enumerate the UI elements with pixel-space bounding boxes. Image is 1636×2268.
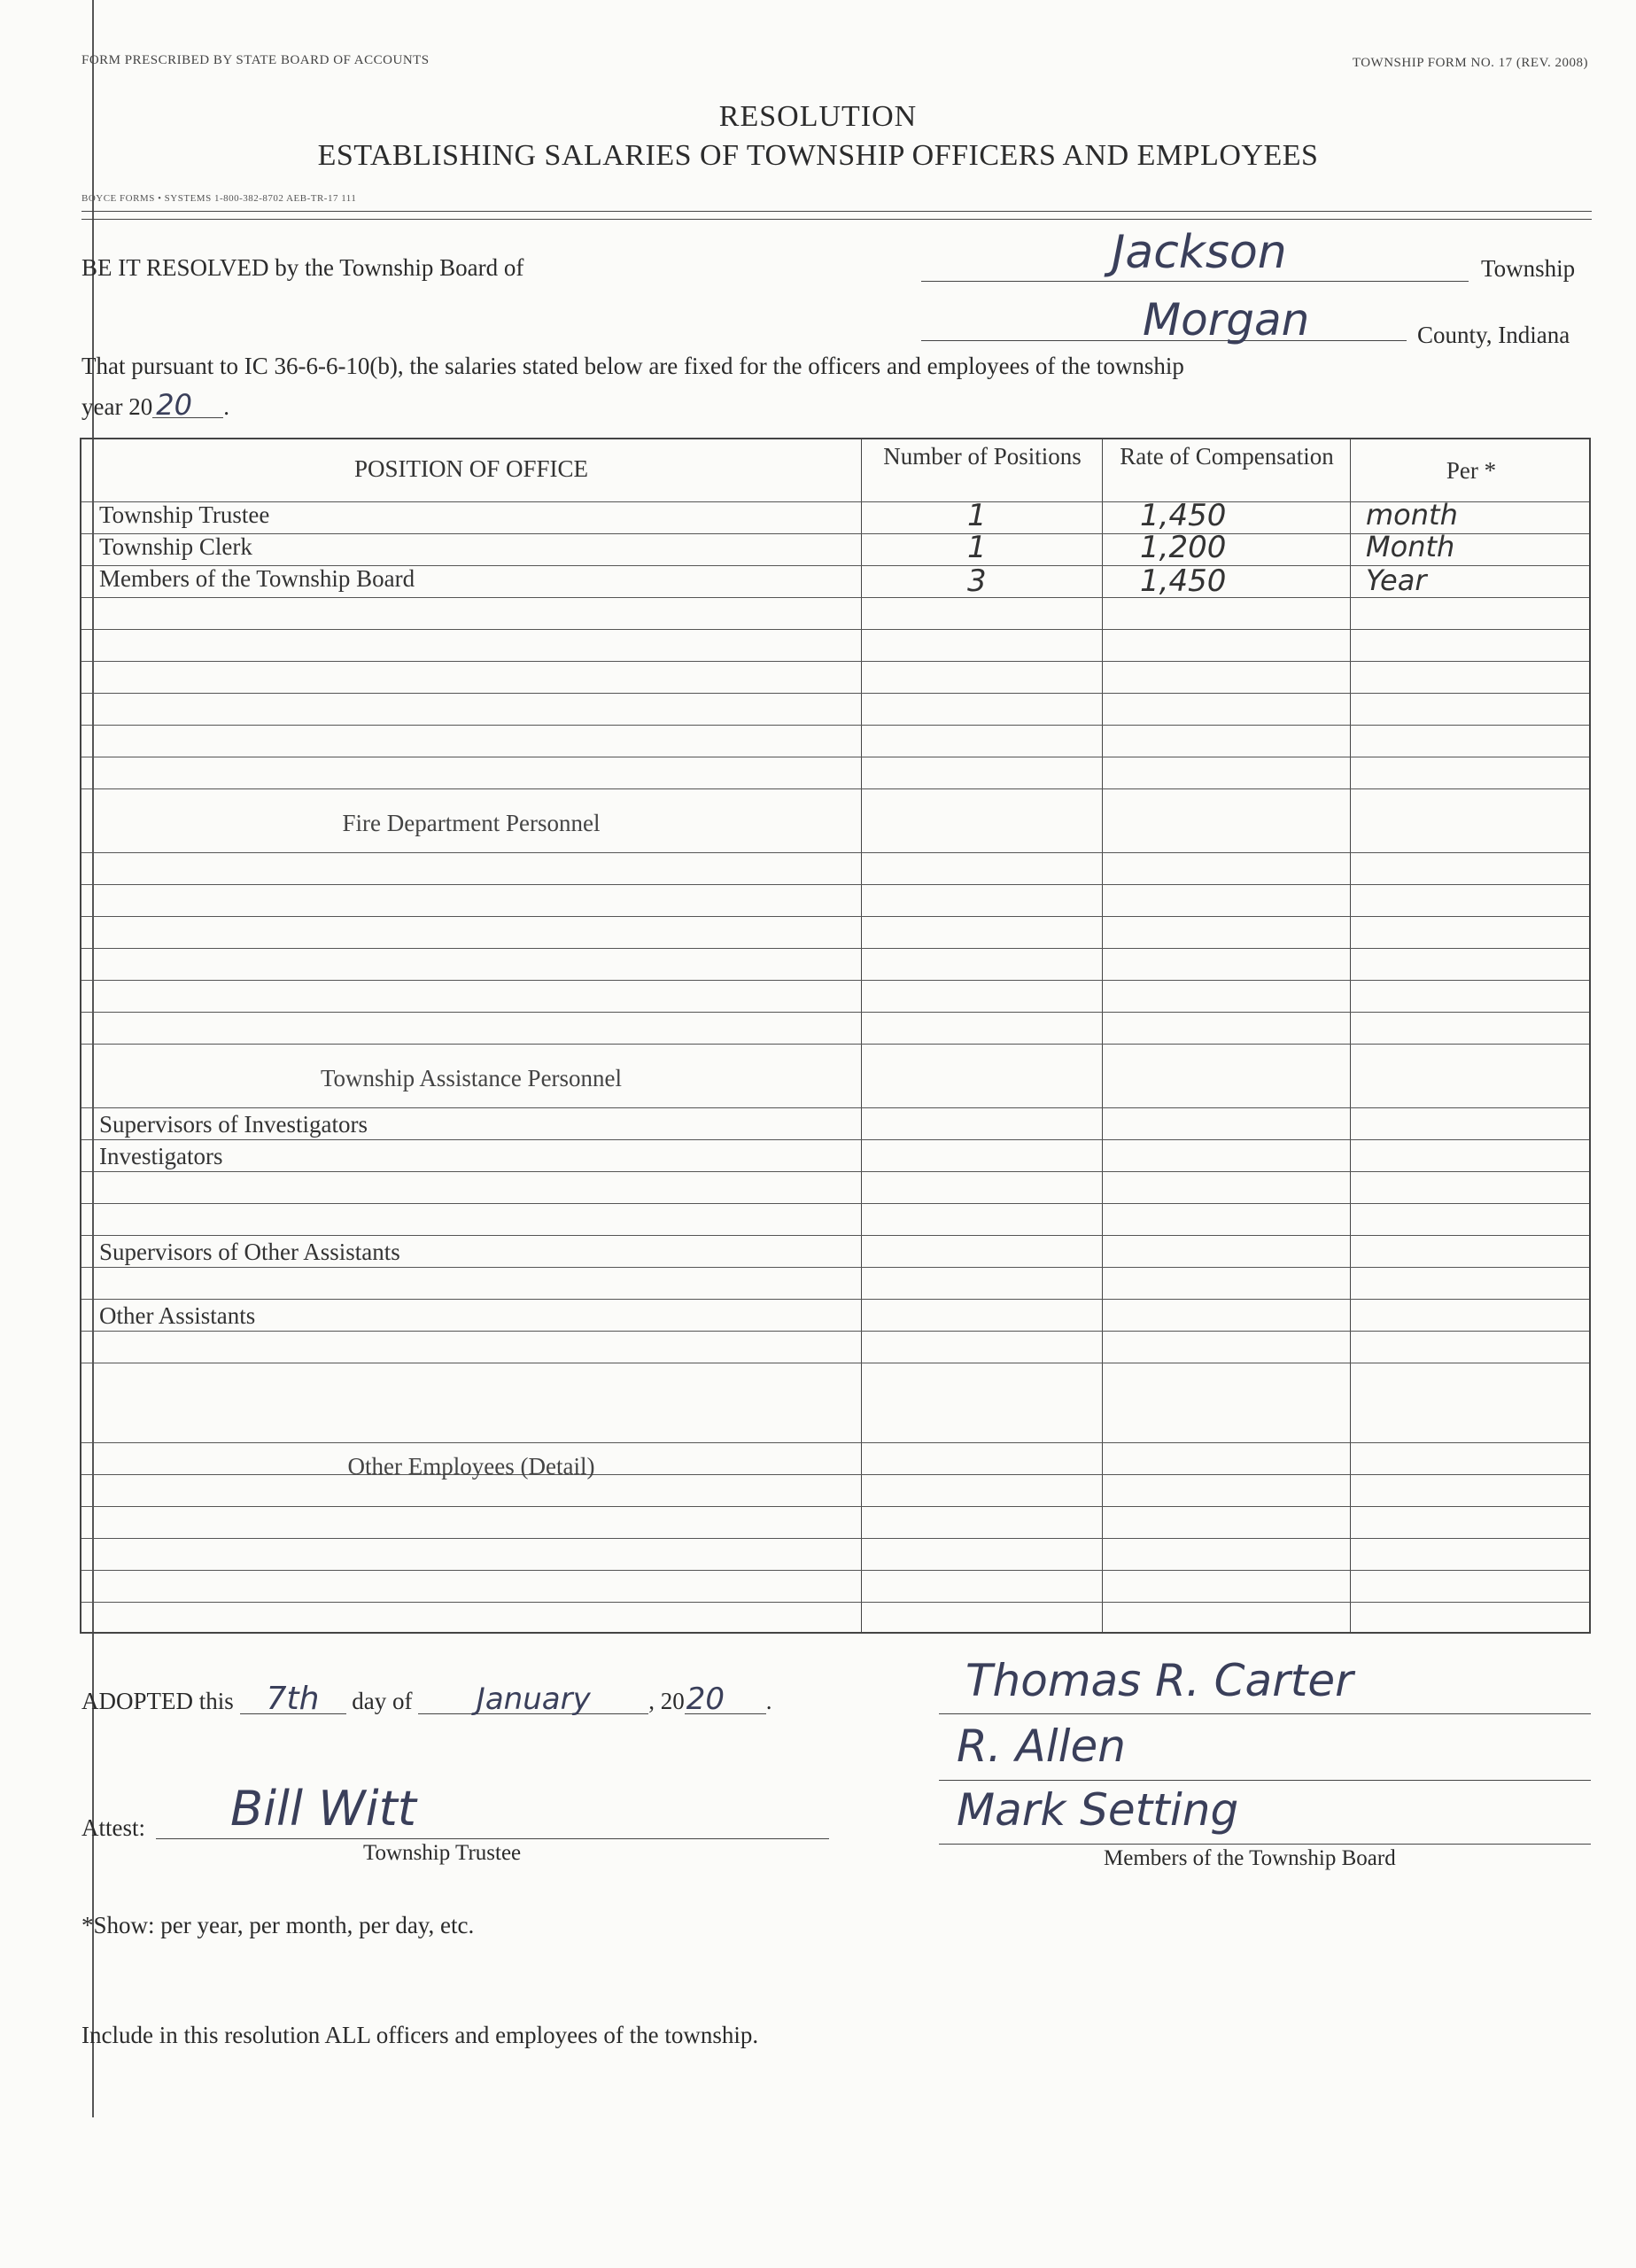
board-signature-line-2 bbox=[939, 1780, 1591, 1781]
row-line bbox=[81, 788, 1589, 789]
supervisors-investigators-label: Supervisors of Investigators bbox=[99, 1111, 368, 1138]
row-line bbox=[81, 1602, 1589, 1603]
row-line bbox=[81, 1267, 1589, 1268]
row-line bbox=[81, 1570, 1589, 1571]
show-note: *Show: per year, per month, per day, etc. bbox=[81, 1912, 475, 1938]
investigators-label: Investigators bbox=[99, 1143, 223, 1169]
header-rule-bottom bbox=[81, 219, 1592, 220]
row-line bbox=[81, 1235, 1589, 1236]
row-line bbox=[81, 693, 1589, 694]
township-blank bbox=[921, 281, 1469, 282]
row-line bbox=[81, 1203, 1589, 1204]
table-row-position: Township Clerk bbox=[99, 533, 252, 560]
header-rate: Rate of Compensation bbox=[1120, 443, 1334, 470]
adopted-year-prefix: , 20 bbox=[648, 1688, 685, 1714]
board-signature-1: Thomas R. Carter bbox=[965, 1655, 1353, 1706]
row-line bbox=[81, 884, 1589, 885]
year-prefix: year 20 bbox=[81, 393, 153, 420]
adopted-year: 20 bbox=[685, 1685, 766, 1714]
row-line bbox=[81, 629, 1589, 630]
header-rule-top bbox=[81, 211, 1592, 212]
supervisors-other-assistants-label: Supervisors of Other Assistants bbox=[99, 1239, 400, 1265]
adopted-line bbox=[81, 1681, 772, 1717]
county-label: County, Indiana bbox=[1417, 322, 1570, 348]
section-other-employees: Other Employees (Detail) bbox=[347, 1453, 595, 1480]
county-name: Morgan bbox=[1143, 294, 1310, 346]
table-row-rate: 1,450 bbox=[1140, 498, 1227, 533]
table-row-number: 1 bbox=[967, 530, 987, 565]
row-line bbox=[81, 1171, 1589, 1172]
row-line bbox=[81, 1012, 1589, 1013]
form-prescribed-note: FORM PRESCRIBED BY STATE BOARD OF ACCOUNTS bbox=[81, 53, 430, 67]
table-row-rate: 1,450 bbox=[1140, 563, 1227, 599]
col-divider-per bbox=[1350, 439, 1351, 1632]
statute-text: That pursuant to IC 36-6-6-10(b), the salaries stated below are fixed for the officers and employees of the township bbox=[81, 353, 1184, 379]
board-signature-2: R. Allen bbox=[957, 1720, 1126, 1772]
salary-table bbox=[80, 438, 1591, 1634]
row-line bbox=[81, 1538, 1589, 1539]
vendor-line: BOYCE FORMS • SYSTEMS 1-800-382-8702 AEB-TR-17 111 bbox=[81, 193, 357, 204]
table-row-per: Year bbox=[1366, 563, 1427, 597]
row-line bbox=[81, 1044, 1589, 1045]
row-line bbox=[81, 661, 1589, 662]
row-line bbox=[81, 916, 1589, 917]
resolution-intro: BE IT RESOLVED by the Township Board of bbox=[81, 254, 524, 281]
attest-role: Township Trustee bbox=[363, 1841, 522, 1865]
township-name: Jackson bbox=[1112, 226, 1287, 279]
include-note: Include in this resolution ALL officers and employees of the township. bbox=[81, 2022, 759, 2048]
other-assistants-label: Other Assistants bbox=[99, 1302, 256, 1329]
row-line bbox=[81, 1139, 1589, 1140]
col-divider-number bbox=[861, 439, 862, 1632]
document-subtitle: ESTABLISHING SALARIES OF TOWNSHIP OFFICERS AND EMPLOYEES bbox=[317, 139, 1319, 172]
header-separator bbox=[81, 501, 1589, 502]
table-row-per: Month bbox=[1366, 530, 1455, 563]
table-row-per: month bbox=[1366, 498, 1458, 532]
header-number: Number of Positions bbox=[883, 443, 1082, 470]
adopted-month: January bbox=[418, 1685, 648, 1714]
row-line bbox=[81, 597, 1589, 598]
year-line bbox=[81, 388, 229, 422]
section-township-assistance: Township Assistance Personnel bbox=[320, 1065, 623, 1091]
row-line bbox=[81, 852, 1589, 853]
board-signature-line-1 bbox=[939, 1713, 1591, 1714]
adopted-day: 7th bbox=[240, 1685, 346, 1714]
row-line bbox=[81, 1299, 1589, 1300]
row-line bbox=[81, 1442, 1589, 1443]
header-per: Per * bbox=[1446, 457, 1497, 484]
table-row-position: Township Trustee bbox=[99, 501, 270, 528]
row-line bbox=[81, 1506, 1589, 1507]
board-signature-line-3 bbox=[939, 1844, 1591, 1845]
table-row-position: Members of the Township Board bbox=[99, 565, 415, 592]
board-signature-3: Mark Setting bbox=[957, 1784, 1239, 1836]
header-position: POSITION OF OFFICE bbox=[353, 455, 589, 482]
document-title: RESOLUTION bbox=[718, 100, 918, 133]
row-line bbox=[81, 1331, 1589, 1332]
table-row-number: 1 bbox=[967, 498, 987, 533]
table-row-rate: 1,200 bbox=[1140, 530, 1227, 565]
adopted-prefix: ADOPTED this bbox=[81, 1688, 234, 1714]
attest-label: Attest: bbox=[81, 1814, 145, 1841]
row-line bbox=[81, 725, 1589, 726]
attest-signature-line bbox=[156, 1838, 829, 1839]
year-value: 20 bbox=[152, 392, 223, 418]
row-line bbox=[81, 533, 1589, 534]
adopted-day-of: day of bbox=[352, 1688, 413, 1714]
section-fire-department: Fire Department Personnel bbox=[342, 810, 601, 836]
board-role: Members of the Township Board bbox=[1104, 1846, 1396, 1870]
adopted-end: . bbox=[765, 1688, 772, 1714]
row-line bbox=[81, 1107, 1589, 1108]
form-number: TOWNSHIP FORM NO. 17 (REV. 2008) bbox=[1352, 56, 1588, 70]
year-end: . bbox=[223, 393, 229, 420]
attest-signature: Bill Witt bbox=[230, 1781, 416, 1837]
township-label: Township bbox=[1481, 255, 1576, 282]
table-row-number: 3 bbox=[967, 563, 987, 599]
row-line bbox=[81, 948, 1589, 949]
row-line bbox=[81, 980, 1589, 981]
col-divider-rate bbox=[1102, 439, 1103, 1632]
